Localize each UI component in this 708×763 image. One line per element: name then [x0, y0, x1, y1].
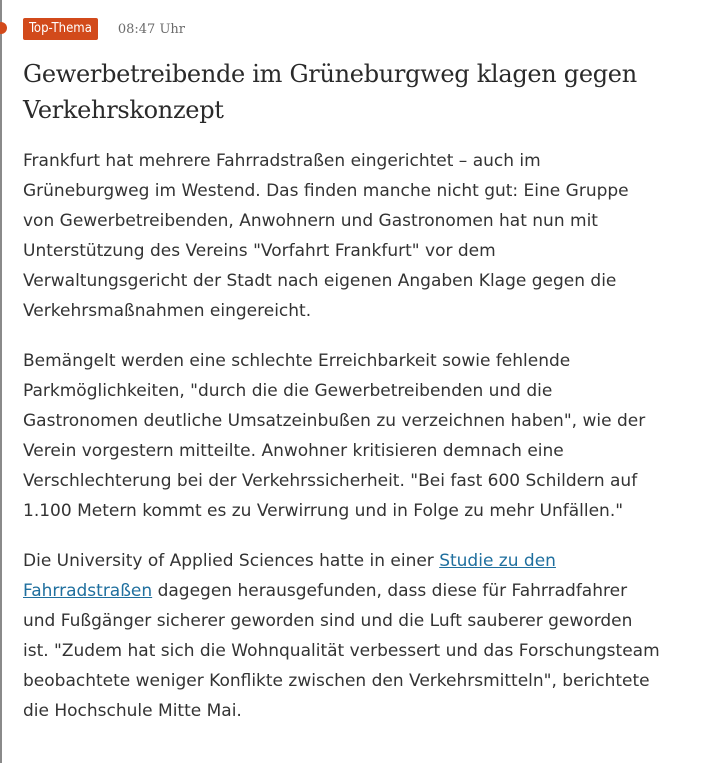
paragraph-1: Frankfurt hat mehrere Fahrradstraßen eingerichtet – auch im Grüneburgweg im Westend. Das finden manche nicht gut: Eine Gruppe von Gewerbetreibenden, Anwohnern und Gastronomen hat nun mit Unterstützung des Vereins "Vorfahrt Frankfurt" vor dem Verwaltungsgericht der Stadt nach eigenen Angaben Klage gegen die Verkehrsmaßnahmen eingereicht.: [23, 151, 629, 321]
entry-headline: Gewerbetreibende im Grüneburgweg klagen gegen Verkehrskonzept: [23, 60, 637, 124]
paragraph-2: Bemängelt werden eine schlechte Erreichbarkeit sowie fehlende Parkmöglichkeiten, "durch die die Gewerbetreibenden und die Gastronomen deutliche Umsatzeinbußen zu verzeichnen haben", wie der Verein vorgestern mitteilte. Anwohner kritisieren demnach eine Verschlechterung bei der Verkehrssicherheit. "Bei fast 600 Schildern auf 1.100 Metern kommt es zu Verwirrung und in Folge zu mehr Unfällen.": [23, 351, 646, 521]
news-entry: [23, 18, 663, 726]
paragraph-3-after: dagegen herausgefunden, dass diese für Fahrradfahrer und Fußgänger sicherer geworden sind und die Luft sauberer geworden ist. "Zudem hat sich die Wohnqualität verbessert und das Forschungsteam beobachtete weniger Konflikte zwischen den Verkehrsmitteln", berichtete die Hochschule Mitte Mai.: [23, 581, 660, 721]
entry-time: 08:47 Uhr: [117, 21, 185, 37]
paragraph-3: [23, 546, 663, 726]
study-link[interactable]: Studie zu den Fahrradstraßen: [23, 551, 556, 601]
timeline-dot: [0, 22, 7, 34]
paragraph-3-before: Die University of Applied Sciences hatte in einer: [23, 551, 440, 571]
top-thema-badge: Top-Thema: [23, 18, 98, 40]
entry-meta: [23, 18, 663, 40]
timeline-line: [0, 0, 2, 763]
